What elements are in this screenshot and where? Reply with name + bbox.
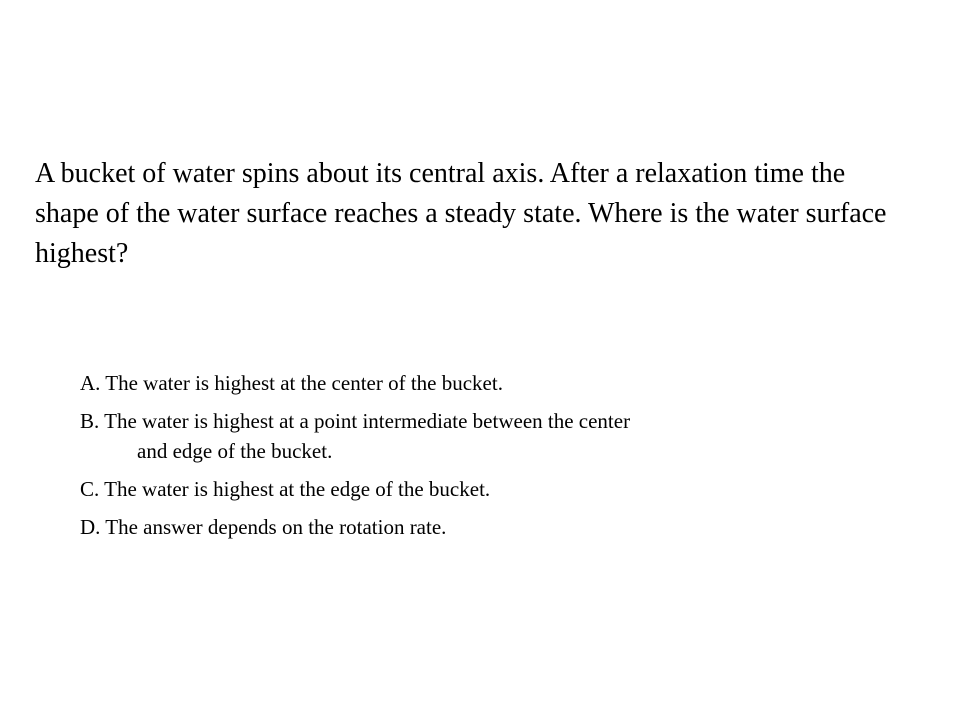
choice-b-text: B. The water is highest at a point intermediate between the center [80,409,631,433]
choice-b-continuation: and edge of the bucket. [137,439,333,463]
choice-a-text: A. The water is highest at the center of the bucket. [80,371,503,395]
choice-b [80,406,880,466]
question-text: A bucket of water spins about its central axis. After a relaxation time the shape of the water surface reaches a steady state. Where is the water surface highest? [35,158,887,269]
choice-c-text: C. The water is highest at the edge of the bucket. [80,477,491,501]
choice-d [80,512,880,542]
choice-c [80,474,880,504]
choice-d-text: D. The answer depends on the rotation rate. [80,515,447,539]
choice-a [80,368,880,398]
answer-choices [80,368,880,542]
